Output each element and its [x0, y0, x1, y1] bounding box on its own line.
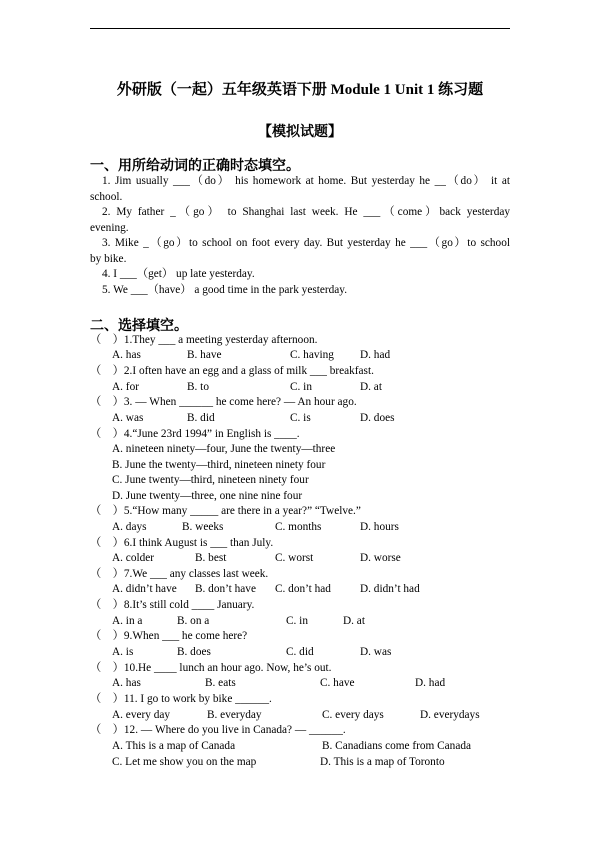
option-a: A. was: [112, 412, 144, 424]
option-a: A. every day: [112, 709, 171, 721]
question-4: （ ）4.“June 23rd 1994” in English is ____.: [90, 428, 300, 440]
section1-heading: 一、用所给动词的正确时态填空。: [90, 159, 300, 174]
option-c: C. every days: [322, 709, 384, 721]
question-2: （ ）2.I often have an egg and a glass of milk ___ breakfast.: [90, 365, 374, 377]
option-a: A. has: [112, 677, 141, 689]
option-c: C. is: [290, 412, 311, 424]
option-d: D. was: [360, 646, 392, 658]
option-c: C. in: [290, 381, 312, 393]
section2-heading: 二、选择填空。: [90, 319, 188, 334]
question-7: （ ）7.We ___ any classes last week.: [90, 568, 269, 580]
option-a: A. nineteen ninety—four, June the twenty—three: [112, 443, 336, 455]
section1-line: 1. Jim usually ___（do） his homework at home. But yesterday he __（do） it at: [102, 175, 510, 187]
option-a: A. didn’t have: [112, 583, 177, 595]
option-d: D. had: [415, 677, 446, 689]
option-d: D. didn’t had: [360, 583, 420, 595]
option-b: B. June the twenty—third, nineteen ninety four: [112, 459, 326, 471]
question-6: （ ）6.I think August is ___ than July.: [90, 537, 274, 549]
option-b: B. weeks: [182, 521, 224, 533]
section1-line: school.: [90, 191, 123, 203]
option-d: D. June twenty—three, one nine nine four: [112, 490, 303, 502]
question-3: （ ）3. — When ______ he come here? — An hour ago.: [90, 396, 357, 408]
question-12: （ ）12. — Where do you live in Canada? — ______.: [90, 724, 346, 736]
option-c: C. don’t had: [275, 583, 331, 595]
option-d: D. at: [360, 381, 382, 393]
option-a: A. is: [112, 646, 134, 658]
option-a: A. has: [112, 349, 141, 361]
option-b: B. does: [177, 646, 211, 658]
option-d: D. hours: [360, 521, 399, 533]
question-5: （ ）5.“How many _____ are there in a year?” “Twelve.”: [90, 505, 361, 517]
option-b: B. everyday: [207, 709, 262, 721]
option-a: A. colder: [112, 552, 155, 564]
question-8: （ ）8.It’s still cold ____ January.: [90, 599, 255, 611]
option-a: A. for: [112, 381, 139, 393]
option-b: B. don’t have: [195, 583, 256, 595]
question-11: （ ）11. I go to work by bike ______.: [90, 693, 272, 705]
option-c: C. months: [275, 521, 322, 533]
option-c: C. Let me show you on the map: [112, 756, 257, 768]
option-b: B. to: [187, 381, 209, 393]
question-1: （ ）1.They ___ a meeting yesterday afternoon.: [90, 334, 318, 346]
option-a: A. This is a map of Canada: [112, 740, 236, 752]
option-a: A. days: [112, 521, 147, 533]
option-b: B. did: [187, 412, 215, 424]
option-b: B. have: [187, 349, 222, 361]
option-d: D. had: [360, 349, 391, 361]
option-c: C. in: [286, 615, 308, 627]
option-b: B. on a: [177, 615, 210, 627]
option-c: C. having: [290, 349, 334, 361]
option-d: D. This is a map of Toronto: [320, 756, 445, 768]
option-b: B. Canadians come from Canada: [322, 740, 472, 752]
option-c: C. have: [320, 677, 355, 689]
section1-line: by bike.: [90, 253, 127, 265]
question-10: （ ）10.He ____ lunch an hour ago. Now, he’s out.: [90, 662, 332, 674]
section1-line: 3. Mike _（go）to school on foot every day. But yesterday he ___（go）to school: [102, 237, 510, 249]
option-c: C. did: [286, 646, 314, 658]
section1-line: 4. I ___（get） up late yesterday.: [102, 268, 255, 280]
top-rule: [90, 28, 510, 29]
page-subtitle: 【模拟试题】: [258, 125, 342, 140]
option-d: D. does: [360, 412, 395, 424]
option-c: C. worst: [275, 552, 314, 564]
option-a: A. in a: [112, 615, 143, 627]
page-title: 外研版（一起）五年级英语下册 Module 1 Unit 1 练习题: [116, 82, 484, 98]
option-d: D. everydays: [420, 709, 480, 721]
section1-line: 5. We ___（have） a good time in the park yesterday.: [102, 284, 348, 296]
section1-line: 2. My father _（go） to Shanghai last week. He ___（come）back yesterday: [102, 206, 510, 218]
option-b: B. best: [195, 552, 227, 564]
section1-line: evening.: [90, 222, 129, 234]
option-d: D. at: [343, 615, 365, 627]
question-9: （ ）9.When ___ he come here?: [90, 630, 248, 642]
option-d: D. worse: [360, 552, 401, 564]
option-c: C. June twenty—third, nineteen ninety four: [112, 474, 309, 486]
option-b: B. eats: [205, 677, 236, 689]
